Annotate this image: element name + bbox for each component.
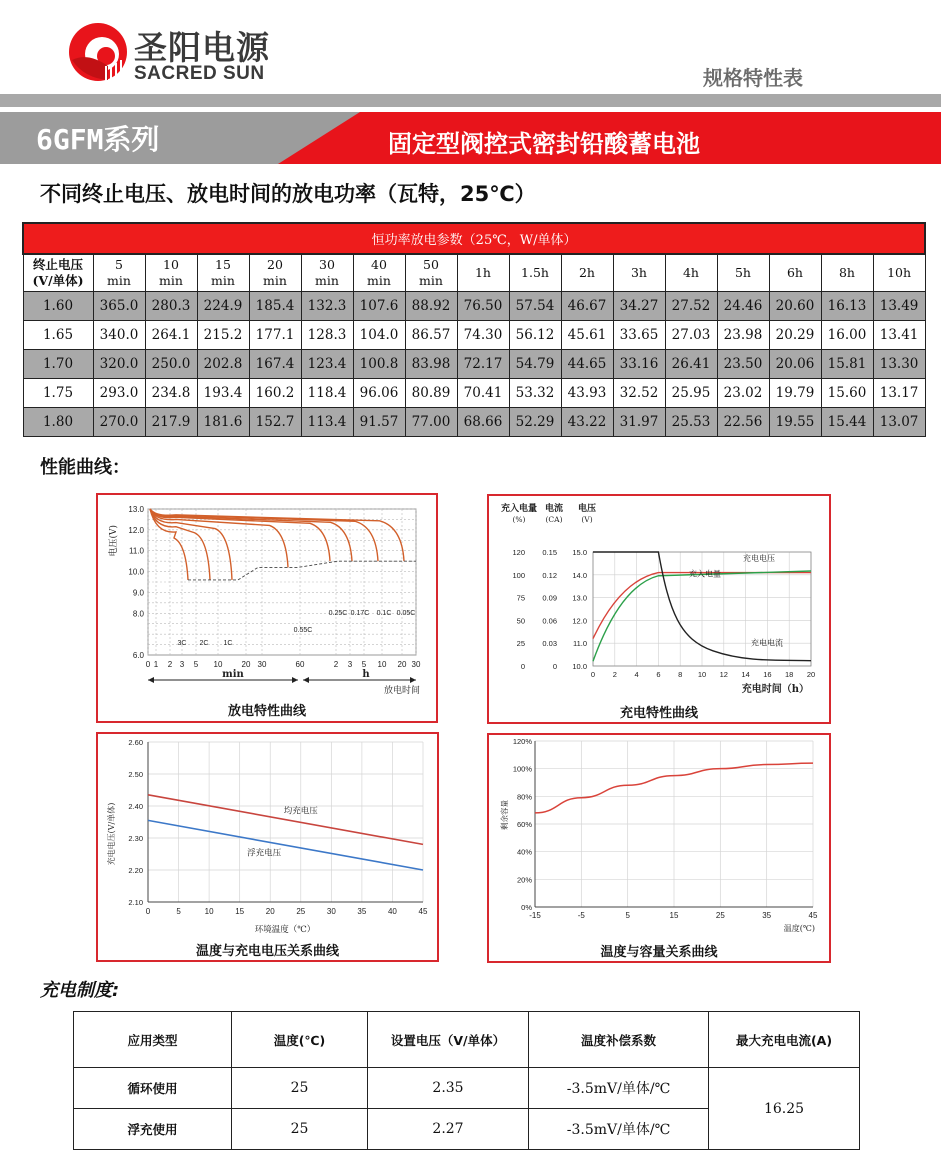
temp-voltage-series-line	[148, 795, 423, 845]
duration-value: 30	[319, 256, 335, 272]
discharge-y-tick: 8.0	[132, 609, 144, 619]
header-application-type: 应用类型	[74, 1012, 232, 1068]
discharge-x-tick: 20	[241, 660, 251, 669]
temp-capacity-y-tick: 60%	[516, 820, 532, 829]
float-voltage-label: 浮充电压	[247, 847, 282, 858]
duration-unit: min	[107, 272, 131, 288]
power-value-cell: 22.56	[717, 407, 769, 436]
temp-capacity-x-label: 温度(℃)	[783, 924, 815, 933]
temp-voltage-chart	[98, 734, 437, 960]
temp-voltage-x-tick: 25	[296, 907, 306, 916]
power-value-cell: 31.97	[613, 407, 665, 436]
power-value-cell: 88.92	[405, 291, 457, 320]
duration-header	[561, 254, 613, 291]
product-name: 固定型阀控式密封铅酸蓄电池	[388, 130, 700, 158]
discharge-x-tick: 30	[257, 660, 267, 669]
discharge-x-tick: 10	[213, 660, 223, 669]
duration-value: 5h	[734, 264, 751, 280]
power-value-cell: 33.16	[613, 349, 665, 378]
max-charge-current: 16.25	[709, 1068, 860, 1150]
temp-voltage-x-tick: 30	[326, 907, 336, 916]
power-value-cell: 217.9	[145, 407, 197, 436]
duration-header	[457, 254, 509, 291]
power-value-cell: 15.44	[821, 407, 873, 436]
power-value-cell: 202.8	[197, 349, 249, 378]
duration-unit: min	[419, 272, 443, 288]
charge-axis-unit-soc: (%)	[512, 515, 526, 524]
duration-value: 3h	[630, 264, 647, 280]
charge-current-tick: 0.03	[542, 639, 557, 649]
duration-header	[145, 254, 197, 291]
power-value-cell: 68.66	[457, 407, 509, 436]
power-value-cell: 128.3	[301, 320, 353, 349]
float-use-type: 浮充使用	[74, 1109, 232, 1150]
power-table-heading: 不同终止电压、放电时间的放电功率（瓦特，25℃）	[40, 182, 536, 206]
power-value-cell: 80.89	[405, 378, 457, 407]
charge-axis-header-current: 电流	[544, 504, 564, 514]
curves-heading: 性能曲线：	[40, 457, 130, 478]
charge-current-tick: 0	[552, 662, 557, 671]
charge-chart-title: 充电特性曲线	[619, 706, 698, 721]
duration-unit: min	[211, 272, 235, 288]
power-value-cell: 23.98	[717, 320, 769, 349]
charge-x-tick: 4	[634, 670, 639, 679]
discharge-x-tick: 60	[295, 660, 305, 669]
discharge-x-tick: 1	[153, 660, 159, 669]
temp-capacity-y-tick: 40%	[516, 847, 532, 857]
charge-x-tick: 6	[656, 670, 661, 679]
temp-capacity-y-tick: 0%	[521, 903, 532, 912]
charge-soc-tick: 75	[516, 593, 525, 603]
power-value-cell: 77.00	[405, 407, 457, 436]
cut-off-unit: (V/单体)	[32, 272, 84, 288]
temp-voltage-x-tick: 15	[235, 907, 245, 916]
power-value-cell: 20.06	[769, 349, 821, 378]
charge-regime-heading: 充电制度:	[40, 980, 120, 1001]
cut-off-voltage-cell: 1.70	[23, 349, 93, 378]
power-value-cell: 15.60	[821, 378, 873, 407]
charge-voltage-tick: 10.0	[572, 662, 587, 671]
duration-unit: min	[159, 272, 183, 288]
power-table-row	[23, 378, 925, 407]
temp-capacity-x-tick: -15	[529, 911, 541, 920]
document-type: 规格特性表	[703, 66, 803, 90]
duration-header	[665, 254, 717, 291]
charge-soc-tick: 25	[516, 639, 525, 649]
power-value-cell: 25.53	[665, 407, 717, 436]
discharge-x-tick: 3	[179, 660, 185, 669]
power-value-cell: 264.1	[145, 320, 197, 349]
power-value-cell: 96.06	[353, 378, 405, 407]
power-value-cell: 23.50	[717, 349, 769, 378]
temp-voltage-chart-panel	[96, 732, 439, 962]
charge-voltage-tick: 13.0	[572, 593, 587, 603]
cut-off-voltage-header	[23, 254, 93, 291]
power-value-cell: 13.07	[873, 407, 925, 436]
power-value-cell: 74.30	[457, 320, 509, 349]
cut-off-voltage-cell: 1.65	[23, 320, 93, 349]
duration-unit: min	[263, 272, 287, 288]
temp-voltage-x-tick: 45	[418, 907, 428, 916]
power-value-cell: 46.67	[561, 291, 613, 320]
power-value-cell: 20.29	[769, 320, 821, 349]
power-value-cell: 25.95	[665, 378, 717, 407]
temp-capacity-y-tick: 120%	[512, 737, 532, 746]
power-value-cell: 13.17	[873, 378, 925, 407]
power-value-cell: 100.8	[353, 349, 405, 378]
header-max-current: 最大充电电流(A)	[709, 1012, 860, 1068]
duration-value: 6h	[786, 264, 803, 280]
discharge-chart-panel	[96, 493, 438, 723]
power-value-cell: 132.3	[301, 291, 353, 320]
duration-header	[509, 254, 561, 291]
charge-x-tick: 16	[763, 670, 772, 679]
discharge-x-tick: 20	[397, 660, 407, 669]
discharge-x-unit-h: h	[362, 669, 370, 680]
power-value-cell: 27.52	[665, 291, 717, 320]
duration-value: 50	[423, 256, 439, 272]
power-value-cell: 45.61	[561, 320, 613, 349]
temp-voltage-y-tick: 2.20	[128, 866, 143, 875]
duration-header	[821, 254, 873, 291]
power-value-cell: 293.0	[93, 378, 145, 407]
duration-value: 20	[267, 256, 283, 272]
power-value-cell: 224.9	[197, 291, 249, 320]
power-value-cell: 13.30	[873, 349, 925, 378]
discharge-x-tick: 3	[347, 660, 353, 669]
charge-chart	[489, 496, 829, 722]
duration-header	[197, 254, 249, 291]
discharge-x-tick: 5	[193, 660, 199, 669]
discharge-x-tick: 0	[145, 660, 151, 669]
power-value-cell: 270.0	[93, 407, 145, 436]
temp-voltage-y-tick: 2.50	[128, 770, 143, 779]
charge-voltage-tick: 14.0	[572, 570, 587, 580]
power-value-cell: 27.03	[665, 320, 717, 349]
power-value-cell: 83.98	[405, 349, 457, 378]
cut-off-voltage-cell: 1.75	[23, 378, 93, 407]
charge-soc-label: 充入电量	[689, 569, 721, 579]
duration-value: 5	[115, 256, 123, 272]
temp-capacity-chart-panel	[487, 733, 831, 963]
header-rule	[0, 94, 941, 107]
power-value-cell: 15.81	[821, 349, 873, 378]
charge-soc-tick: 0	[520, 662, 525, 671]
charge-axis-header-soc: 充入电量	[500, 504, 538, 514]
float-use-voltage: 2.27	[368, 1109, 529, 1150]
discharge-curve-label: 3C	[177, 640, 187, 647]
duration-header	[301, 254, 353, 291]
brand-name-en: SACRED SUN	[134, 63, 265, 84]
power-value-cell: 19.55	[769, 407, 821, 436]
charge-x-tick: 2	[612, 670, 617, 679]
power-value-cell: 76.50	[457, 291, 509, 320]
power-value-cell: 23.02	[717, 378, 769, 407]
power-value-cell: 52.29	[509, 407, 561, 436]
power-value-cell: 181.6	[197, 407, 249, 436]
duration-unit: min	[367, 272, 391, 288]
temp-voltage-x-label: 环境温度（℃）	[254, 925, 316, 935]
charge-voltage-label: 充电电压	[743, 554, 775, 564]
temp-capacity-y-label: 剩余容量	[500, 800, 509, 830]
power-value-cell: 123.4	[301, 349, 353, 378]
power-value-cell: 32.52	[613, 378, 665, 407]
duration-value: 2h	[578, 264, 595, 280]
charge-regime-table	[73, 1011, 860, 1150]
power-value-cell: 234.8	[145, 378, 197, 407]
power-value-cell: 280.3	[145, 291, 197, 320]
power-value-cell: 16.13	[821, 291, 873, 320]
temp-voltage-x-tick: 40	[387, 907, 397, 916]
power-value-cell: 152.7	[249, 407, 301, 436]
charge-x-tick: 0	[590, 670, 596, 679]
temp-voltage-x-tick: 0	[145, 907, 151, 916]
charge-soc-tick: 100	[512, 570, 525, 580]
power-value-cell: 57.54	[509, 291, 561, 320]
power-value-cell: 185.4	[249, 291, 301, 320]
power-table-body	[23, 291, 925, 436]
temp-voltage-series-line	[148, 820, 423, 870]
power-value-cell: 53.32	[509, 378, 561, 407]
equalize-voltage-label: 均充电压	[283, 805, 318, 816]
power-value-cell: 13.41	[873, 320, 925, 349]
sacred-sun-logo	[68, 22, 128, 82]
duration-header	[249, 254, 301, 291]
temp-capacity-x-tick: 5	[625, 911, 630, 920]
discharge-x-tick: 30	[411, 660, 421, 669]
power-value-cell: 16.00	[821, 320, 873, 349]
header-temp-compensation: 温度补偿系数	[529, 1012, 709, 1068]
temp-voltage-y-tick: 2.10	[128, 898, 143, 907]
temp-voltage-x-tick: 10	[204, 907, 214, 916]
cut-off-voltage-cell: 1.60	[23, 291, 93, 320]
charge-current-tick: 0.06	[542, 616, 557, 626]
power-value-cell: 70.41	[457, 378, 509, 407]
charge-x-tick: 12	[719, 670, 728, 679]
charge-row-cycle	[74, 1068, 860, 1109]
charge-table-header-row	[74, 1012, 860, 1068]
power-value-cell: 177.1	[249, 320, 301, 349]
temp-capacity-x-tick: -5	[577, 911, 585, 920]
duration-value: 10	[163, 256, 179, 272]
discharge-curve-label: 0.05C	[396, 610, 416, 617]
power-value-cell: 33.65	[613, 320, 665, 349]
charge-axis-unit-voltage: (V)	[581, 515, 593, 524]
discharge-chart	[98, 495, 436, 721]
discharge-curve-label: 0.1C	[376, 610, 392, 617]
power-value-cell: 34.27	[613, 291, 665, 320]
power-value-cell: 13.49	[873, 291, 925, 320]
power-value-cell: 44.65	[561, 349, 613, 378]
discharge-x-label: 放电时间	[383, 686, 420, 696]
duration-header	[353, 254, 405, 291]
power-value-cell: 113.4	[301, 407, 353, 436]
duration-header	[93, 254, 145, 291]
power-value-cell: 320.0	[93, 349, 145, 378]
cut-off-label: 终止电压	[32, 256, 83, 272]
discharge-y-tick: 12.0	[128, 525, 144, 535]
discharge-x-tick: 10	[377, 660, 387, 669]
header-set-voltage: 设置电压（V/单体）	[368, 1012, 529, 1068]
discharge-x-tick: 2	[167, 660, 173, 669]
discharge-curve-label: 2C	[199, 640, 209, 647]
discharge-chart-title: 放电特性曲线	[227, 704, 306, 719]
power-value-cell: 107.6	[353, 291, 405, 320]
power-value-cell: 26.41	[665, 349, 717, 378]
temp-capacity-y-tick: 80%	[516, 792, 532, 802]
discharge-y-tick: 6.0	[132, 651, 144, 660]
temp-voltage-y-tick: 2.60	[128, 738, 143, 747]
duration-value: 40	[371, 256, 387, 272]
series-name: 6GFM系列	[36, 123, 160, 156]
power-value-cell: 215.2	[197, 320, 249, 349]
duration-unit: min	[315, 272, 339, 288]
power-value-cell: 118.4	[301, 378, 353, 407]
temp-capacity-y-tick: 100%	[512, 764, 532, 774]
power-value-cell: 56.12	[509, 320, 561, 349]
duration-header	[873, 254, 925, 291]
power-value-cell: 104.0	[353, 320, 405, 349]
temp-capacity-x-tick: 45	[808, 911, 818, 920]
power-table-row	[23, 349, 925, 378]
duration-value: 4h	[682, 264, 699, 280]
cycle-use-temp: 25	[232, 1068, 368, 1109]
discharge-curve-label: 0.17C	[350, 610, 370, 617]
power-value-cell: 20.60	[769, 291, 821, 320]
temp-capacity-x-tick: 25	[715, 911, 725, 920]
temp-voltage-x-tick: 5	[176, 907, 181, 916]
power-table-header-row	[23, 254, 925, 291]
power-table-caption: 恒功率放电参数（25℃，W/单体）	[23, 223, 925, 254]
discharge-x-tick: 5	[361, 660, 367, 669]
temp-voltage-y-label: 充电电压(V/单体)	[107, 802, 116, 866]
brand-name-cn: 圣阳电源	[134, 28, 270, 67]
charge-voltage-tick: 11.0	[572, 639, 587, 649]
temp-voltage-x-tick: 35	[357, 907, 367, 916]
power-value-cell: 160.2	[249, 378, 301, 407]
duration-header	[769, 254, 821, 291]
float-use-compensation: -3.5mV/单体/℃	[529, 1109, 709, 1150]
power-table-row	[23, 291, 925, 320]
discharge-y-tick: 13.0	[128, 505, 144, 514]
temp-capacity-x-tick: 35	[762, 911, 772, 920]
duration-value: 10h	[887, 264, 912, 280]
charge-x-tick: 20	[806, 670, 816, 679]
charge-x-tick: 10	[697, 670, 707, 679]
temp-voltage-x-tick: 20	[265, 907, 275, 916]
charge-current-tick: 0.15	[542, 548, 557, 557]
charge-soc-tick: 50	[516, 616, 525, 626]
charge-current-label: 充电电流	[751, 638, 783, 648]
discharge-curve-label: 0.55C	[293, 627, 313, 634]
power-value-cell: 54.79	[509, 349, 561, 378]
duration-value: 1h	[474, 264, 491, 280]
discharge-y-tick: 9.0	[132, 588, 144, 598]
duration-header	[717, 254, 769, 291]
power-value-cell: 43.22	[561, 407, 613, 436]
temp-capacity-y-tick: 20%	[516, 875, 532, 885]
charge-voltage-tick: 15.0	[572, 548, 587, 557]
charge-axis-unit-current: (CA)	[545, 515, 563, 524]
temp-voltage-chart-title: 温度与充电电压关系曲线	[195, 944, 339, 959]
charge-x-tick: 14	[741, 670, 750, 679]
power-value-cell: 365.0	[93, 291, 145, 320]
duration-value: 8h	[838, 264, 855, 280]
power-value-cell: 43.93	[561, 378, 613, 407]
temp-voltage-y-tick: 2.40	[128, 802, 143, 811]
cut-off-voltage-cell: 1.80	[23, 407, 93, 436]
temp-capacity-chart	[489, 735, 829, 961]
power-table-row	[23, 407, 925, 436]
charge-current-tick: 0.09	[542, 593, 557, 603]
discharge-y-tick: 10.0	[128, 567, 144, 577]
cycle-use-voltage: 2.35	[368, 1068, 529, 1109]
discharge-curve-label: 1C	[223, 640, 233, 647]
power-value-cell: 193.4	[197, 378, 249, 407]
charge-x-tick: 18	[785, 670, 794, 679]
cycle-use-type: 循环使用	[74, 1068, 232, 1109]
charge-axis-header-voltage: 电压	[577, 504, 597, 514]
discharge-x-unit-min: min	[222, 669, 244, 680]
power-table-row	[23, 320, 925, 349]
duration-value: 15	[215, 256, 231, 272]
power-value-cell: 72.17	[457, 349, 509, 378]
power-value-cell: 250.0	[145, 349, 197, 378]
charge-chart-panel	[487, 494, 831, 724]
power-value-cell: 86.57	[405, 320, 457, 349]
temp-capacity-x-tick: 15	[669, 911, 679, 920]
float-use-temp: 25	[232, 1109, 368, 1150]
charge-current-tick: 0.12	[542, 570, 557, 580]
power-table	[22, 222, 926, 437]
duration-header	[405, 254, 457, 291]
power-value-cell: 167.4	[249, 349, 301, 378]
discharge-y-label: 电压(V)	[109, 525, 119, 557]
duration-header	[613, 254, 665, 291]
power-value-cell: 340.0	[93, 320, 145, 349]
charge-x-label: 充电时间（h）	[741, 684, 809, 695]
discharge-y-tick: 11.0	[129, 546, 144, 556]
charge-voltage-tick: 12.0	[572, 616, 587, 626]
power-value-cell: 91.57	[353, 407, 405, 436]
power-value-cell: 19.79	[769, 378, 821, 407]
charge-x-tick: 8	[678, 670, 683, 679]
duration-value: 1.5h	[521, 264, 549, 280]
discharge-curve-label: 0.25C	[328, 610, 348, 617]
power-value-cell: 24.46	[717, 291, 769, 320]
cycle-use-compensation: -3.5mV/单体/℃	[529, 1068, 709, 1109]
temp-voltage-y-tick: 2.30	[128, 834, 143, 843]
charge-soc-tick: 120	[512, 548, 525, 557]
header-temperature: 温度(℃)	[232, 1012, 368, 1068]
discharge-x-tick: 2	[333, 660, 339, 669]
temp-capacity-chart-title: 温度与容量关系曲线	[600, 945, 718, 960]
